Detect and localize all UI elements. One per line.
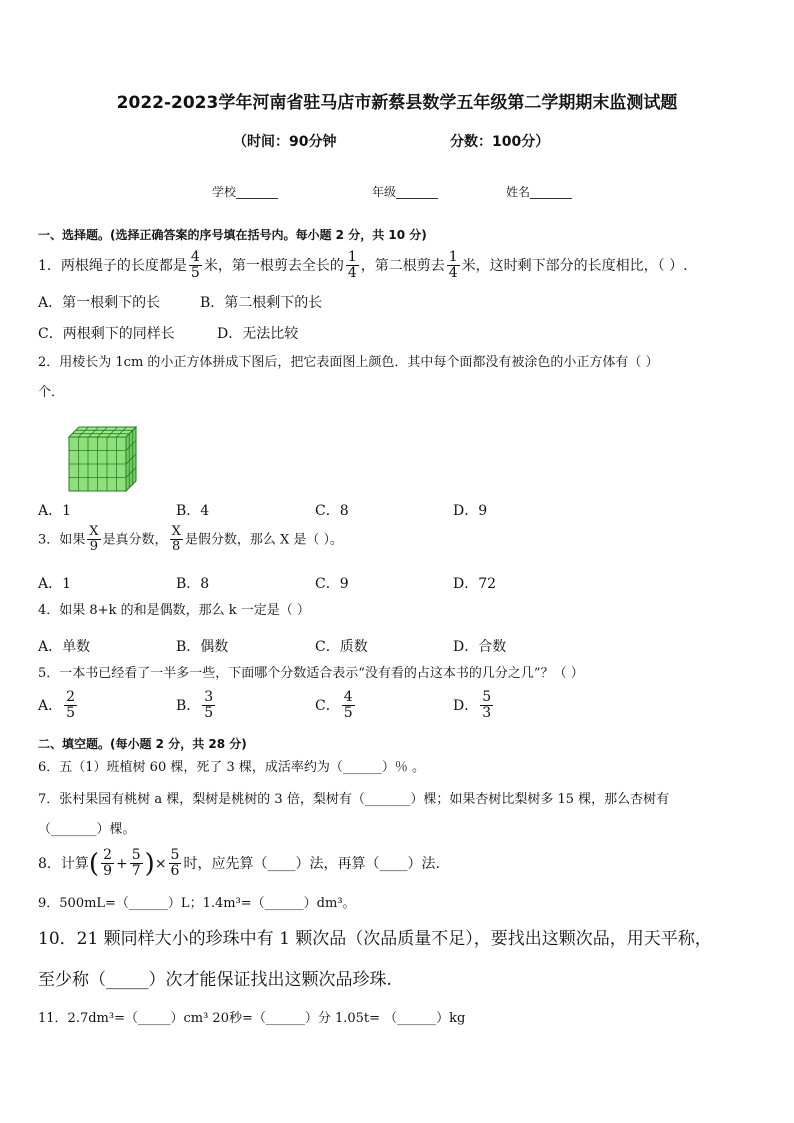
name-field: 姓名_______ — [506, 185, 573, 199]
question-11: 11．2.7dm³=（_____）cm³ 20秒=（______）分 1.05t= （______）kg — [38, 1011, 466, 1026]
q3-option-d: D．72 — [453, 576, 497, 592]
question-10-cont: 至少称（_____）次才能保证找出这颗次品珍珠. — [38, 970, 392, 990]
q5-option-d: D． $\frac{5}{3}$ — [453, 689, 492, 722]
question-7-cont: （_______）棵。 — [38, 822, 136, 837]
section-heading-fill: 二、填空题。(每小题 2 分，共 28 分) — [38, 737, 247, 751]
q1-option-c: C．两根剩下的同样长 — [38, 326, 175, 342]
question-10: 10．21 颗同样大小的珍珠中有 1 颗次品（次品质量不足），要找出这颗次品，用天平称， — [38, 929, 712, 949]
school-field: 学校_______ — [212, 185, 279, 199]
question-1: 1．两根绳子的长度都是 $\frac{4}{5}$ 米，第一根剪去全长的 $\frac{1}{4}$ ，第二根剪去 $\frac{1}{4}$ 米，这时剩下部分的长度相比，（ ）. — [38, 249, 688, 282]
question-7: 7．张村果园有桃树 a 棵，梨树是桃树的 3 倍，梨树有（_______）棵；如果杏树比梨树多 15 棵，那么杏树有 — [38, 792, 670, 807]
q1-option-a: A．第一根剩下的长 — [38, 295, 161, 311]
time-label: （时间：90分钟 — [233, 134, 337, 150]
q3-option-b: B．8 — [176, 576, 210, 592]
q2-option-d: D．9 — [453, 503, 488, 519]
page-title: 2022-2023学年河南省驻马店市新蔡县数学五年级第二学期期末监测试题 — [116, 93, 678, 113]
q2-option-c: C．8 — [315, 503, 349, 519]
question-2-cont: 个． — [38, 385, 65, 400]
q2-option-a: A．1 — [38, 503, 72, 519]
grade-field: 年级_______ — [372, 185, 439, 199]
question-9: 9．500mL=（______）L；1.4m³=（______）dm³。 — [38, 896, 356, 911]
q1-option-d: D．无法比较 — [217, 326, 299, 342]
q4-option-d: D．合数 — [453, 639, 507, 655]
q4-option-c: C．质数 — [315, 639, 368, 655]
score-label: 分数：100分） — [450, 134, 550, 150]
question-3: 3．如果 $\frac{X}{9}$ 是真分数， $\frac{X}{8}$ 是假分数，那么 X 是（ ）。 — [38, 524, 343, 555]
cube-figure — [66, 424, 140, 492]
q2-option-b: B．4 — [176, 503, 210, 519]
q3-option-a: A．1 — [38, 576, 72, 592]
question-8: 8．计算( $\frac{2}{9}$ + $\frac{5}{7}$ )× $\frac{5}{6}$ 时，应先算（____）法，再算（____）法. — [38, 847, 440, 880]
question-6: 6．五（1）班植树 60 棵，死了 3 棵，成活率约为（______）％ 。 — [38, 760, 426, 775]
question-2: 2．用棱长为 1cm 的小正方体拼成下图后，把它表面图上颜色．其中每个面都没有被涂色的小正方体有（ ） — [38, 355, 659, 370]
q5-option-b: B． $\frac{3}{5}$ — [176, 689, 214, 722]
q5-option-c: C． $\frac{4}{5}$ — [315, 689, 353, 722]
q3-option-c: C．9 — [315, 576, 349, 592]
q4-option-a: A．单数 — [38, 639, 91, 655]
q4-option-b: B．偶数 — [176, 639, 229, 655]
section-heading-choice: 一、选择题。(选择正确答案的序号填在括号内。每小题 2 分，共 10 分) — [38, 228, 427, 242]
question-4: 4．如果 8+k 的和是偶数，那么 k 一定是（ ） — [38, 603, 310, 618]
q5-option-a: A． $\frac{2}{5}$ — [38, 689, 76, 722]
question-5: 5．一本书已经看了一半多一些，下面哪个分数适合表示“没有看的占这本书的几分之几”？（ ） — [38, 666, 584, 681]
q1-option-b: B．第二根剩下的长 — [200, 295, 323, 311]
